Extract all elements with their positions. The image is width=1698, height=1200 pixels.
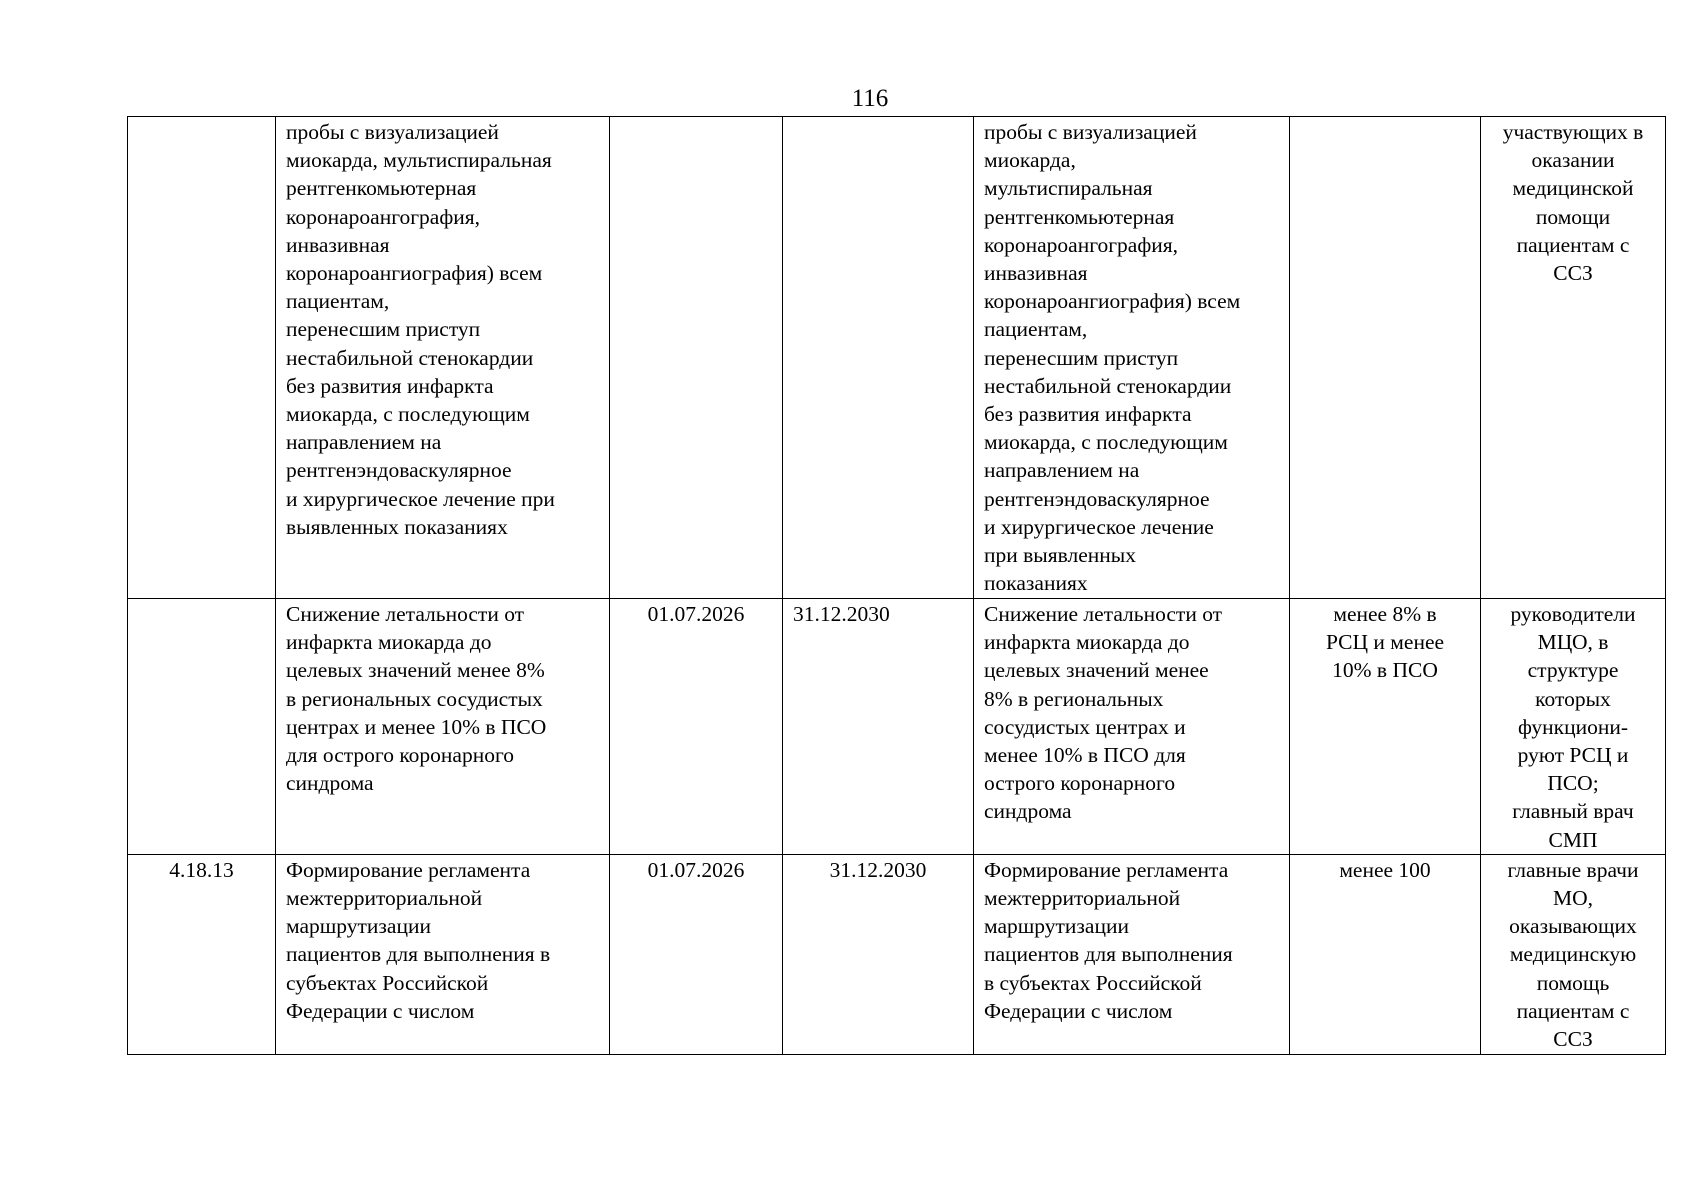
activity-cell: пробы с визуализацией миокарда, мультиспиральная рентгенкомьютерная коронароангография, инвазивная коронароангиография) всем пациентам, перенесшим приступ нестабильной стенокардии без развития инфаркта миокарда, с последующим направлением на рентгенэндоваскулярное и хирургическое лечение при выявленных показаниях xyxy=(276,117,610,599)
end-date-cell: 31.12.2030 xyxy=(783,599,974,855)
end-date-cell: 31.12.2030 xyxy=(783,854,974,1054)
start-date-cell: 01.07.2026 xyxy=(610,599,783,855)
item-number-cell: 4.18.13 xyxy=(128,854,276,1054)
table-row xyxy=(128,599,1666,855)
indicator-cell: менее 100 xyxy=(1290,854,1481,1054)
item-number-cell xyxy=(128,117,276,599)
indicator-cell xyxy=(1290,117,1481,599)
start-date-cell xyxy=(610,117,783,599)
result-cell: Формирование регламента межтерриториальной маршрутизации пациентов для выполнения в субъектах Российской Федерации с числом xyxy=(974,854,1290,1054)
result-cell: Снижение летальности от инфаркта миокарда до целевых значений менее 8% в региональных сосудистых центрах и менее 10% в ПСО для острого коронарного синдрома xyxy=(974,599,1290,855)
end-date-cell xyxy=(783,117,974,599)
activity-cell: Формирование регламента межтерриториальной маршрутизации пациентов для выполнения в субъектах Российской Федерации с числом xyxy=(276,854,610,1054)
responsible-cell: руководители МЦО, в структуре которых функциони- руют РСЦ и ПСО; главный врач СМП xyxy=(1481,599,1666,855)
page-number: 116 xyxy=(851,85,889,112)
plan-table xyxy=(127,116,1666,1055)
result-cell: пробы с визуализацией миокарда, мультиспиральная рентгенкомьютерная коронароангография, инвазивная коронароангиография) всем пациентам, перенесшим приступ нестабильной стенокардии без развития инфаркта миокарда, с последующим направлением на рентгенэндоваскулярное и хирургическое лечение при выявленных показаниях xyxy=(974,117,1290,599)
activity-cell: Снижение летальности от инфаркта миокарда до целевых значений менее 8% в региональных сосудистых центрах и менее 10% в ПСО для острого коронарного синдрома xyxy=(276,599,610,855)
responsible-cell: участвующих в оказании медицинской помощи пациентам с ССЗ xyxy=(1481,117,1666,599)
indicator-cell: менее 8% в РСЦ и менее 10% в ПСО xyxy=(1290,599,1481,855)
table-row xyxy=(128,117,1666,599)
responsible-cell: главные врачи МО, оказывающих медицинскую помощь пациентам с ССЗ xyxy=(1481,854,1666,1054)
table-row xyxy=(128,854,1666,1054)
item-number-cell xyxy=(128,599,276,855)
start-date-cell: 01.07.2026 xyxy=(610,854,783,1054)
